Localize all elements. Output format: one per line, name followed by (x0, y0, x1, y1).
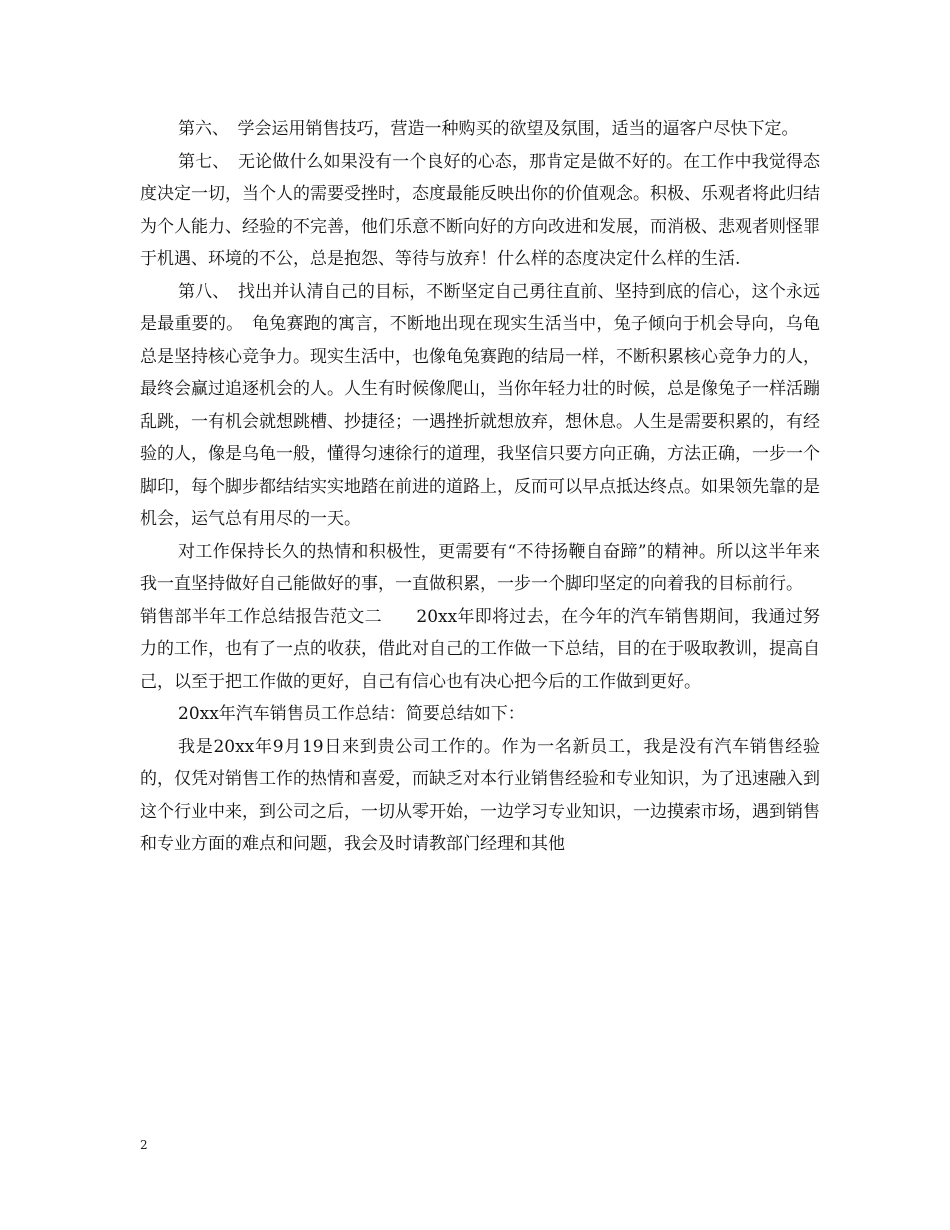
paragraph-report-two: 销售部半年工作总结报告范文二 20xx年即将过去，在今年的汽车销售期间，我通过努力的工作，也有了一点的收获，借此对自己的工作做一下总结，目的在于吸取教训，提高自己，以至于把工作做的更好，自己有信心也有决心把今后的工作做到更好。 (140, 606, 820, 692)
paragraph-seventh: 第七、 无论做什么如果没有一个良好的心态，那肯定是做不好的。在工作中我觉得态度决定一切，当个人的需要受挫时，态度最能反映出你的价值观念。积极、乐观者将此归结为个人能力、经验的不完善，他们乐意不断向好的方向改进和发展，而消极、悲观者则怪罪于机遇、环境的不公，总是抱怨、等待与放弃！什么样的态度决定什么样的生活. (140, 151, 820, 269)
paragraph-summary-heading: 20xx年汽车销售员工作总结：简要总结如下： (178, 704, 525, 724)
paragraph-enthusiasm: 对工作保持长久的热情和积极性，更需要有“不待扬鞭自奋蹄”的精神。所以这半年来我一直坚持做好自己能做好的事，一直做积累，一步一个脚印坚定的向着我的目标前行。 (140, 541, 820, 594)
paragraph-new-employee: 我是20xx年9月19日来到贵公司工作的。作为一名新员工，我是没有汽车销售经验的，仅凭对销售工作的热情和喜爱，而缺乏对本行业销售经验和专业知识，为了迅速融入到这个行业中来，到公司之后，一切从零开始，一边学习专业知识，一边摸索市场，遇到销售和专业方面的难点和问题，我会及时请教部门经理和其他 (140, 736, 820, 854)
document-body (140, 113, 820, 861)
paragraph-eighth: 第八、 找出并认清自己的目标，不断坚定自己勇往直前、坚持到底的信心，这个永远是最重要的。 龟兔赛跑的寓言，不断地出现在现实生活当中，兔子倾向于机会导向，乌龟总是坚持核心竞争力。现实生活中，也像龟兔赛跑的结局一样，不断积累核心竞争力的人，最终会赢过追逐机会的人。人生有时候像爬山，当你年轻力壮的时候，总是像兔子一样活蹦乱跳，一有机会就想跳槽、抄捷径；一遇挫折就想放弃，想休息。人生是需要积累的，有经验的人，像是乌龟一般，懂得匀速徐行的道理，我坚信只要方向正确，方法正确，一步一个脚印，每个脚步都结结实实地踏在前进的道路上，反而可以早点抵达终点。如果领先靠的是机会，运气总有用尽的一天。 (140, 281, 820, 529)
page-number: 2 (140, 1138, 148, 1152)
paragraph-sixth: 第六、 学会运用销售技巧，营造一种购买的欲望及氛围，适当的逼客户尽快下定。 (178, 119, 799, 139)
